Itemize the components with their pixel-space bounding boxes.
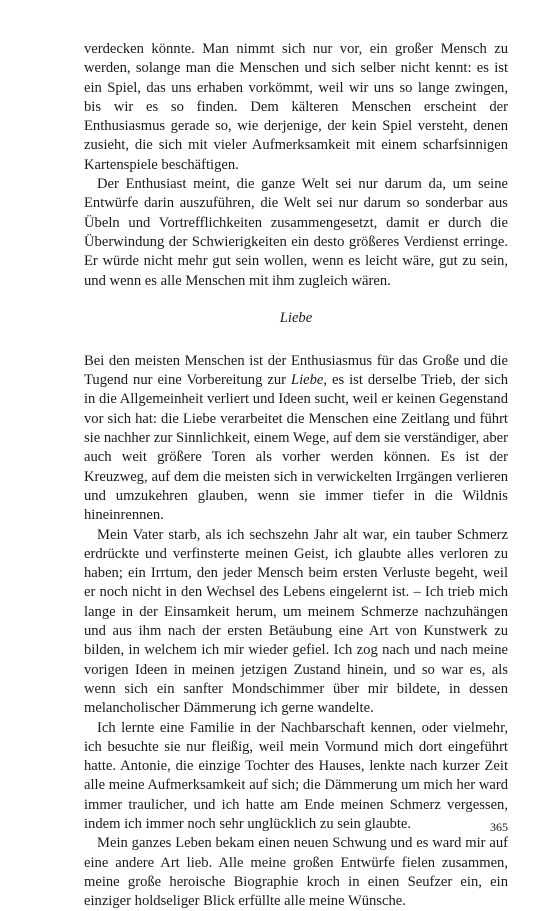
section-heading: Liebe <box>279 309 313 326</box>
paragraph-3 <box>84 352 508 526</box>
paragraph-3-start: Bei den meisten Menschen ist der Enthusiasmus für das Große und die Tugend nur eine Vorbereitung zur <box>84 352 508 389</box>
paragraph-1: verdecken könnte. Man nimmt sich nur vor, ein großer Mensch zu werden, solange man die Menschen und sich selber nicht kennt: es ist ein Spiel, das uns erhaben vorkömmt, weil wir uns so lange zwingen, bis wir es so finden. Dem kälteren Menschen erscheint der Enthusiasmus gerade so, wie derjenige, der kein Spiel versteht, denen zusieht, die sich mit vieler Aufmerksamkeit mit einem scharfsinnigen Kartenspiele beschäftigen. <box>84 41 508 173</box>
paragraph-5: Ich lernte eine Familie in der Nachbarschaft kennen, oder vielmehr, ich besuchte sie nur fleißig, weil mein Vormund mich dort eingeführt hatte. Antonie, die einzige Tochter des Hauses, lenkte nach kurzer Zeit alle meine Aufmerksamkeit auf sich; die Dämmerung um mich her ward immer traulicher, und ich hatte am Ende meinen Schmerz vergessen, indem ich immer noch sehr unglücklich zu sein glaubte. <box>84 719 508 832</box>
paragraph-4: Mein Vater starb, als ich sechszehn Jahr alt war, ein tauber Schmerz erdrückte und verfinsterte meinen Geist, ich glaubte alles verloren zu haben; ein Irrtum, den jeder Mensch beim ersten Verluste begeht, weil er noch nicht in den Wechsel des Lebens eingelernt ist. – Ich trieb mich lange in der Einsamkeit herum, um meinem Schmerze nachzuhängen und aus ihm nach der ersten Betäubung eine Art von Kunstwerk zu bilden, in welchem ich mir wieder gefiel. Ich zog nach und nach meine vorigen Ideen in meinen jetzigen Zustand hinein, und so war es, als wenn sich ein sanfter Mondschimmer über mir bildete, in dessen melancholischer Dämmerung ich gerne wandelte. <box>84 526 508 717</box>
paragraph-2: Der Enthusiast meint, die ganze Welt sei nur darum da, um seine Entwürfe darin auszuführen, die Welt sei nur darum so sonderbar aus Übeln und Vortrefflichkeiten zusammengesetzt, damit er durch die Überwindung der Schwierigkeiten ein desto größeres Verdienst erringe. Er würde nicht mehr gut sein wollen, wenn es leicht wäre, gut zu sein, und wenn es alle Menschen mit ihm zugleich wären. <box>84 176 508 289</box>
page-body <box>84 40 508 911</box>
page-number: 365 <box>490 820 508 834</box>
paragraph-3-end: es ist derselbe Trieb, der sich in die Allgemeinheit verliert und Ideen sucht, weil er keinen Gegenstand vor sich hat: die Liebe verarbeitet die Menschen eine Zeitlang und führt sie nachher zur Sinnlichkeit, einem Wege, auf dem sie verständiger, aber auch weit größere Toren als vorher werden können. Es ist der Kreuzweg, auf dem die meisten sich in verwickelten Irrgängen verlieren und umzukehren glauben, wenn sie immer tiefer in die Wildnis hineinrennen. <box>84 372 508 524</box>
paragraph-3-emphasis: Liebe, <box>290 372 328 389</box>
paragraph-6: Mein ganzes Leben bekam einen neuen Schwung und es ward mir auf eine andere Art lieb. Alle meine großen Entwürfe fielen zusammen, meine große heroische Biographie kroch in einen Seufzer ein, ein einziger holdseliger Blick erfüllte alle meine Wünsche. <box>84 835 508 910</box>
